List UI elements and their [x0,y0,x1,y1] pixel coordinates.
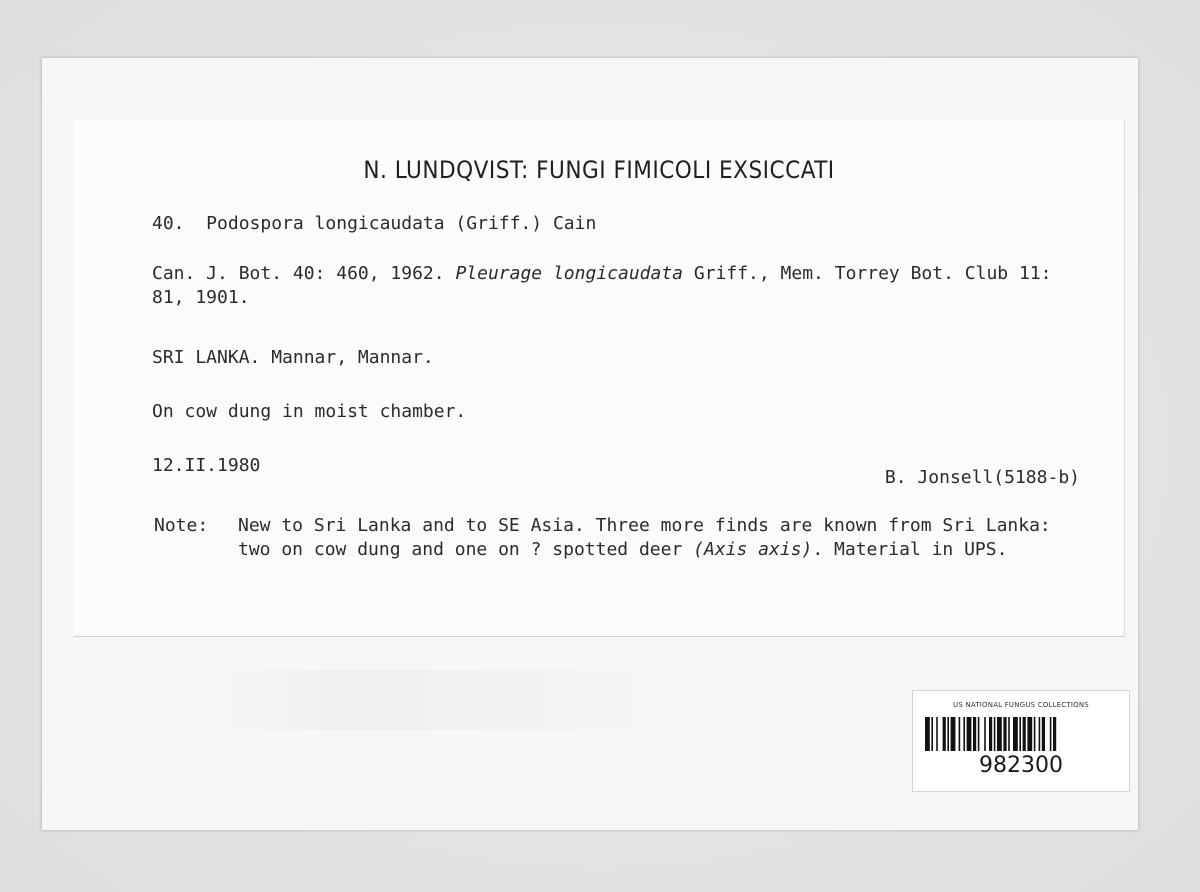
locality: SRI LANKA. Mannar, Mannar. [152,347,434,368]
reference-part-1: Can. J. Bot. 40: 460, 1962. [152,263,456,284]
faint-smudge [200,670,680,730]
synonym-name: Pleurage longicaudata [455,263,684,284]
note-taxon: (Axis axis) [693,539,813,560]
barcode-icon [925,717,1117,751]
note-part-2: . Material in UPS. [812,539,1008,560]
specimen-label [74,120,1125,637]
reference-citation [152,262,1052,310]
note-body [238,514,1058,562]
label-title: N. LUNDQVIST: FUNGI FIMICOLI EXSICCATI [363,156,835,184]
collection-date: 12.II.1980 [152,455,261,476]
note-key: Note: [154,515,209,536]
substrate: On cow dung in moist chamber. [152,401,467,422]
note [154,514,1084,562]
barcode-caption: US NATIONAL FUNGUS COLLECTIONS [953,701,1089,709]
reference-part-2: Griff., Mem. Torrey Bot. Club 11: 81, 1901. [152,263,1052,308]
species-name: 40. Podospora longicaudata (Griff.) Cain [152,213,597,234]
collector: B. Jonsell(5188-b) [884,467,1080,488]
barcode-label [912,690,1130,792]
barcode-number: 982300 [979,753,1063,778]
note-part-1: New to Sri Lanka and to SE Asia. Three more finds are known from Sri Lanka: two on cow dung and one on ? spotted deer [238,515,1051,560]
